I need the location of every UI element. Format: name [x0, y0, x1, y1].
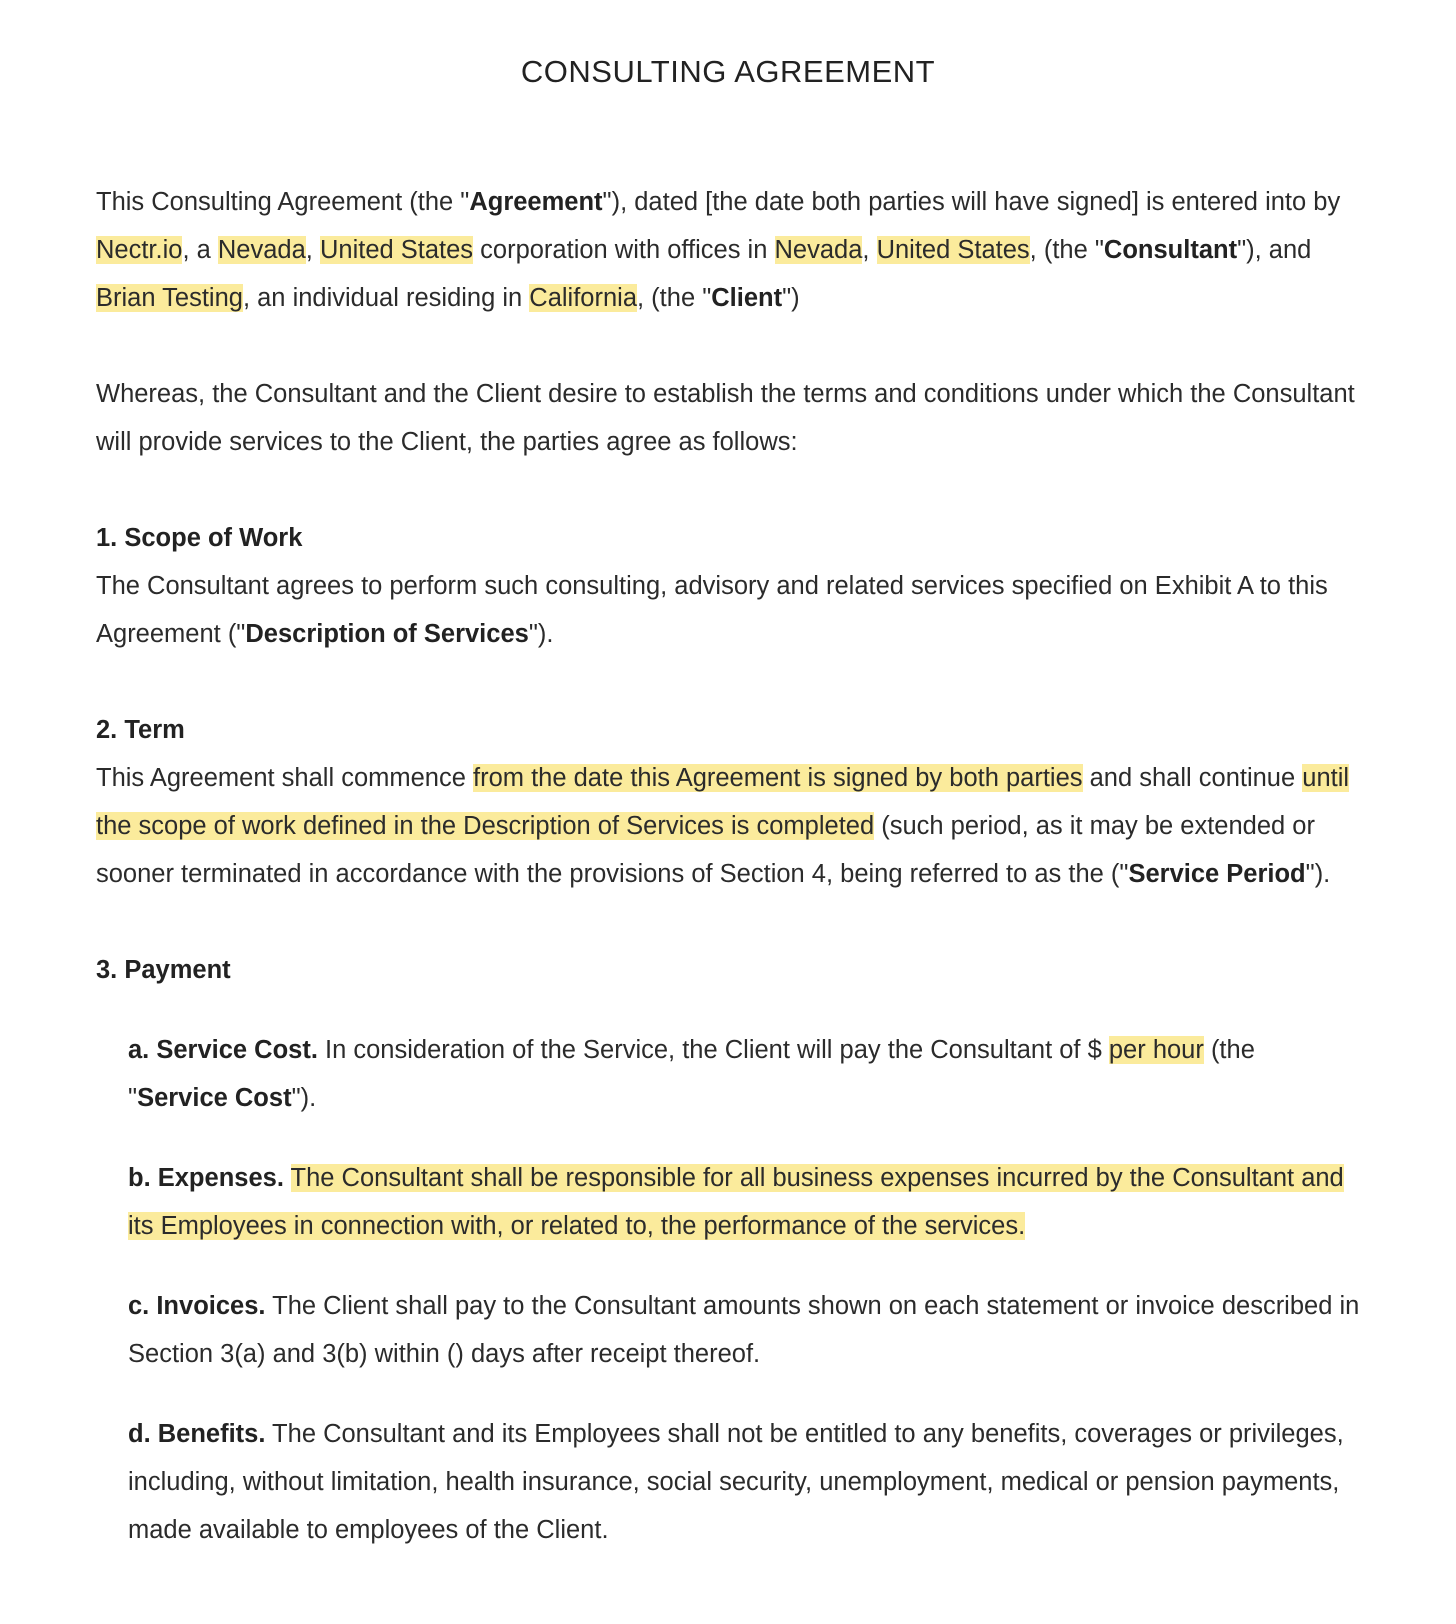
body-text: The Consultant and its Employees shall not be entitled to any benefits, coverages or privileges, including, without limitation, health insurance, social security, unemployment, medical or pension payments, made available to employees of the Client.: [128, 1420, 1344, 1544]
subsection-invoices: [96, 1282, 1360, 1378]
client-state-field[interactable]: California: [529, 284, 638, 312]
client-name-field[interactable]: Brian Testing: [96, 284, 243, 312]
consultant-country-field[interactable]: United States: [319, 236, 474, 264]
body-text: In consideration of the Service, the Client will pay the Consultant of $: [317, 1036, 1109, 1064]
subsection-service-cost: [96, 1026, 1360, 1122]
term-end-field[interactable]: until the scope of work defined in the Description of Services is completed: [96, 764, 1350, 840]
body-text: The Client shall pay to the Consultant amounts shown on each statement or invoice described in Section 3(a) and 3(b) within () days after receipt thereof.: [128, 1292, 1360, 1368]
intro-text: , (the ": [1029, 236, 1104, 264]
section-body: [96, 754, 1360, 898]
consultant-state-field[interactable]: Nevada: [217, 236, 306, 264]
rate-unit-field[interactable]: per hour: [1108, 1036, 1204, 1064]
term-start-field[interactable]: from the date this Agreement is signed by both parties: [473, 764, 1083, 792]
body-text: ").: [291, 1084, 317, 1112]
intro-text: ,: [305, 236, 320, 264]
defined-term-client: Client: [711, 284, 783, 312]
section-body: [96, 562, 1360, 658]
subsection-label: a. Service Cost.: [128, 1036, 318, 1064]
section-term: [96, 706, 1360, 898]
office-state-field[interactable]: Nevada: [774, 236, 863, 264]
body-text: (the ": [128, 1036, 1255, 1112]
intro-text: "): [782, 284, 800, 312]
intro-text: This Consulting Agreement (the ": [96, 188, 470, 216]
subsection-label: c. Invoices.: [128, 1292, 266, 1320]
section-heading: 3. Payment: [96, 956, 231, 984]
defined-term-service-period: Service Period: [1128, 860, 1306, 888]
defined-term-service-cost: Service Cost: [137, 1084, 292, 1112]
body-text: and shall continue: [1082, 764, 1303, 792]
expenses-clause-field[interactable]: The Consultant shall be responsible for all business expenses incurred by the Consultant and its Employees in connection with, or related to, the performance of the services.: [128, 1164, 1344, 1240]
intro-text: , an individual residing in: [242, 284, 530, 312]
subsection-label: d. Benefits.: [128, 1420, 266, 1448]
subsection-label: b. Expenses.: [128, 1164, 284, 1192]
intro-text: , (the ": [637, 284, 712, 312]
defined-term-agreement: Agreement: [469, 188, 603, 216]
subsection-benefits: [96, 1410, 1360, 1554]
intro-text: corporation with offices in: [473, 236, 775, 264]
intro-text: ,: [862, 236, 877, 264]
payment-subsections: [96, 1026, 1360, 1554]
defined-term-description-of-services: Description of Services: [245, 620, 529, 648]
defined-term-consultant: Consultant: [1103, 236, 1238, 264]
section-heading: 2. Term: [96, 716, 185, 744]
consultant-name-field[interactable]: Nectr.io: [96, 236, 183, 264]
document-title: CONSULTING AGREEMENT: [520, 54, 936, 89]
intro-text: , a: [182, 236, 218, 264]
body-text: This Agreement shall commence: [96, 764, 473, 792]
body-text: The Consultant agrees to perform such consulting, advisory and related services specified on Exhibit A to this Agreement (": [96, 572, 1328, 648]
intro-text: "), and: [1237, 236, 1312, 264]
section-scope-of-work: [96, 514, 1360, 658]
body-text: [284, 1164, 291, 1192]
body-text: ").: [1305, 860, 1331, 888]
subsection-expenses: [96, 1154, 1360, 1250]
intro-text: "), dated [the date both parties will have signed] is entered into by: [602, 188, 1341, 216]
body-text: (such period, as it may be extended or sooner terminated in accordance with the provisions of Section 4, being referred to as the (": [96, 812, 1315, 888]
section-payment: [96, 946, 1360, 1554]
intro-paragraph: [96, 178, 1360, 322]
whereas-paragraph: Whereas, the Consultant and the Client desire to establish the terms and conditions under which the Consultant will provide services to the Client, the parties agree as follows:: [96, 380, 1355, 456]
body-text: ").: [528, 620, 554, 648]
section-heading: 1. Scope of Work: [96, 524, 303, 552]
office-country-field[interactable]: United States: [876, 236, 1030, 264]
